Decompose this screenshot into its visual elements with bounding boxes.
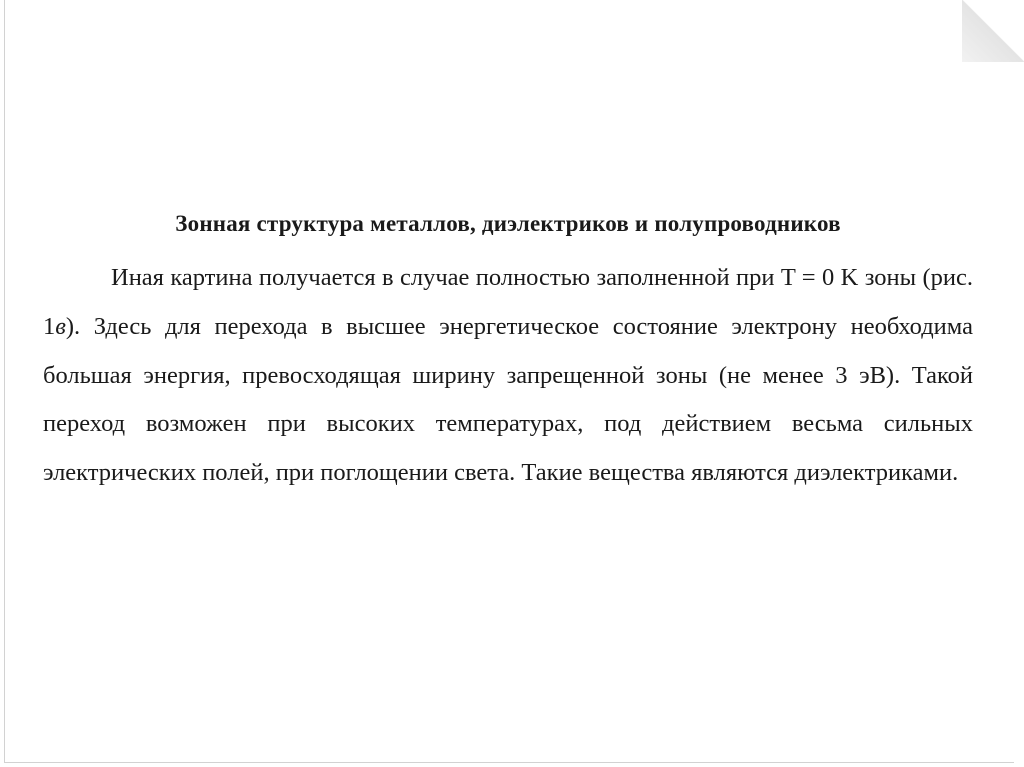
paragraph-text-part2: ). Здесь для перехода в высшее энергетическое состояние электрону необходима большая энергия, превосходящая ширину запрещенной зоны (не менее 3 эВ). Такой переход возможен при высоких температурах, под действием весьма сильных электрических полей, при поглощении света. Такие вещества являются диэлектриками. <box>43 312 973 487</box>
document-body <box>43 208 973 498</box>
figure-reference-letter: в <box>55 312 66 340</box>
section-heading: Зонная структура металлов, диэлектриков и полупроводников <box>175 211 841 236</box>
body-paragraph <box>43 254 973 498</box>
paragraph-text-part1: Иная картина получается в случае полностью заполненной при T = 0 K зоны (рис. 1 <box>43 264 973 340</box>
page-corner-fold <box>962 0 1024 62</box>
